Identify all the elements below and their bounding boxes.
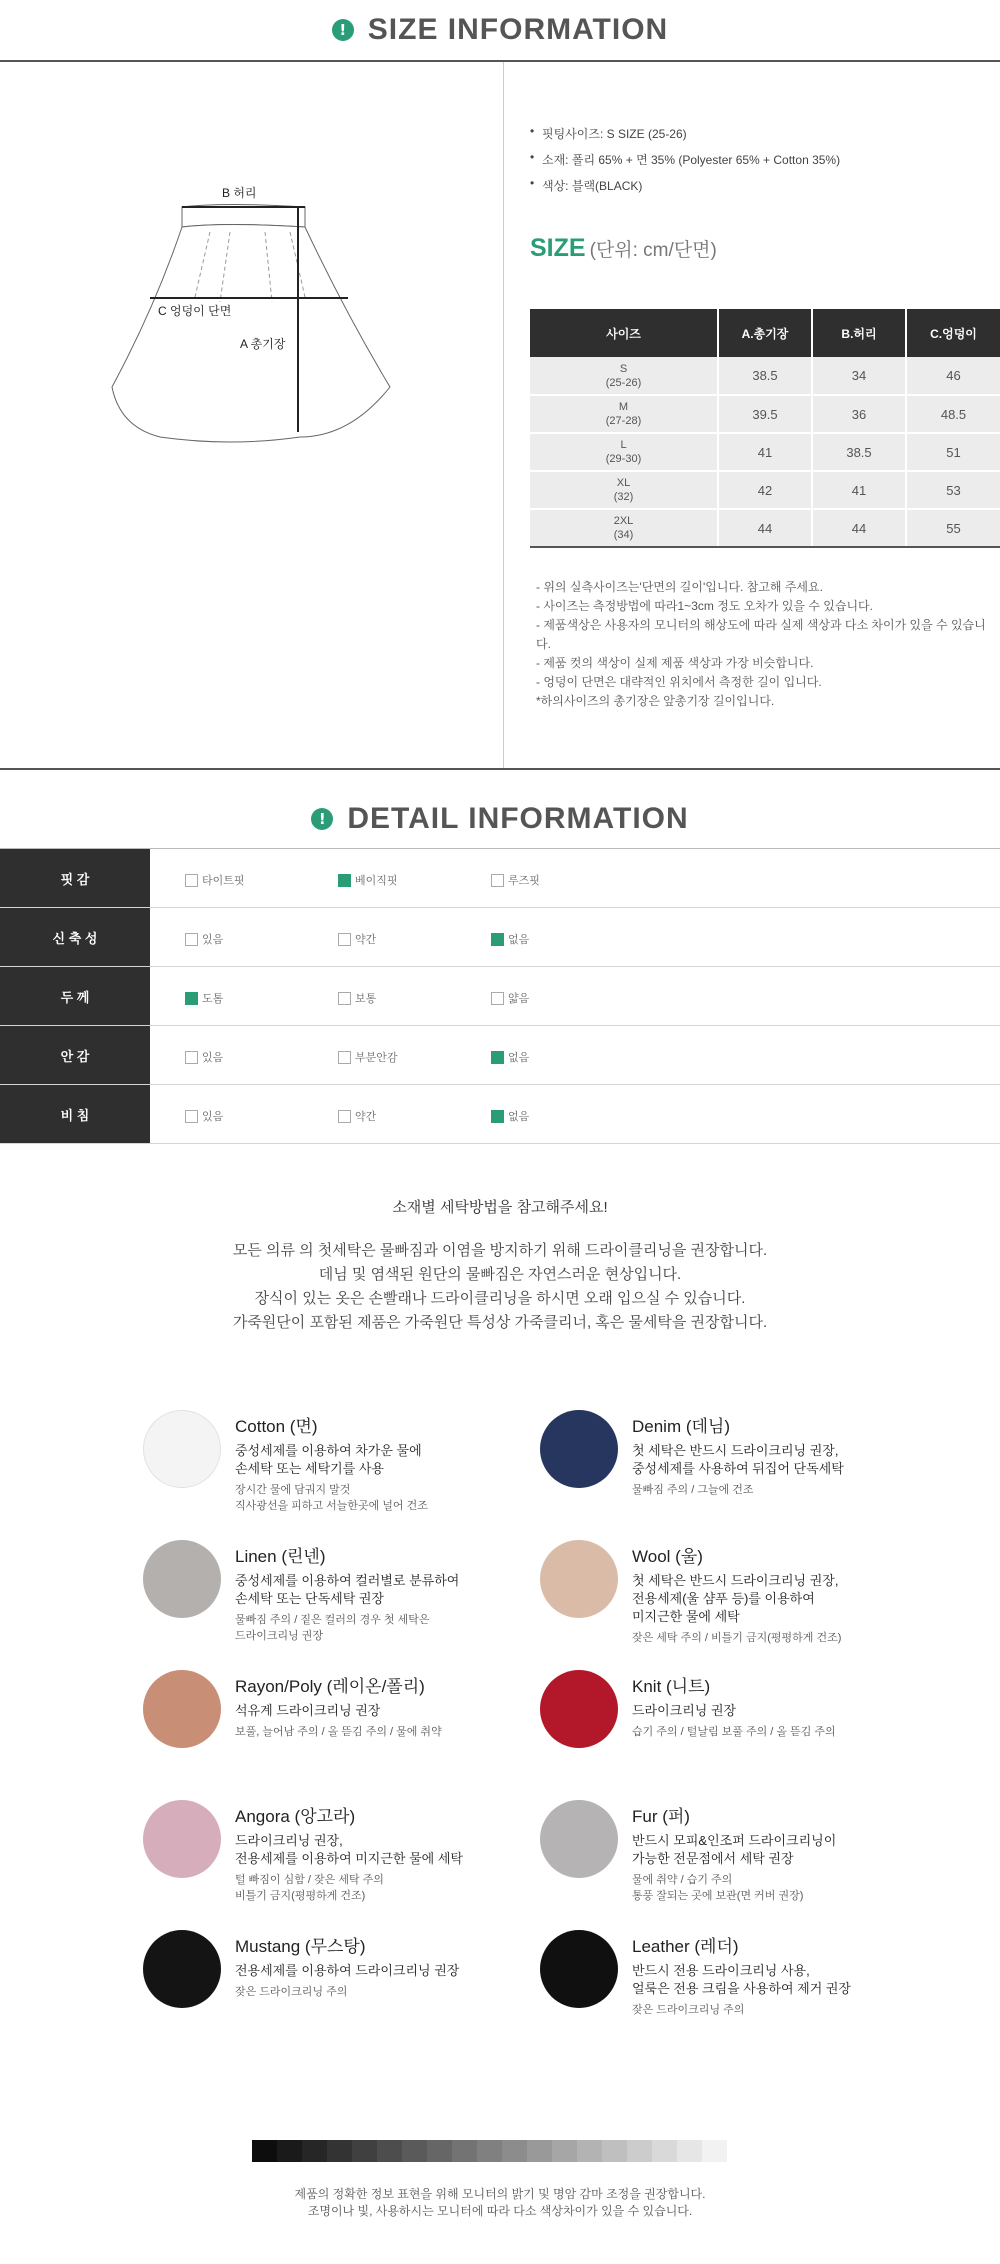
care-item <box>540 1410 844 1498</box>
detail-row-label: 신 축 성 <box>0 908 150 966</box>
wash-heading: 소재별 세탁방법을 참고해주세요! <box>392 1199 608 1216</box>
size-label: XL <box>616 477 631 489</box>
detail-option[interactable] <box>491 1049 529 1065</box>
care-item <box>540 1670 836 1748</box>
care-main-line: 얼룩은 전용 크림을 사용하여 제거 권장 <box>632 1981 851 1996</box>
gray-swatch <box>677 2140 702 2162</box>
detail-option[interactable] <box>185 872 245 888</box>
gray-swatch <box>552 2140 577 2162</box>
care-main <box>235 1962 459 1980</box>
checkbox-checked[interactable] <box>185 992 198 1005</box>
wash-intro <box>0 1196 1000 1335</box>
size-info-header <box>0 0 1000 60</box>
detail-row <box>0 849 1000 908</box>
care-sub <box>632 1724 836 1740</box>
care-main <box>632 1962 851 1998</box>
care-item <box>143 1540 459 1644</box>
gray-swatch <box>352 2140 377 2162</box>
detail-option[interactable] <box>338 1049 398 1065</box>
size-info-title: SIZE INFORMATION <box>367 13 669 46</box>
exclamation-icon: ! <box>311 808 333 830</box>
header-total-length: A.총기장 <box>718 309 812 357</box>
skirt-diagram-panel <box>0 62 504 768</box>
care-item <box>540 1930 851 2018</box>
wash-line: 데님 및 염색된 원단의 물빠짐은 자연스러운 현상입니다. <box>318 1266 682 1283</box>
care-sub <box>632 2002 851 2018</box>
gray-swatch <box>327 2140 352 2162</box>
gray-swatch <box>577 2140 602 2162</box>
total-length-cell: 38.5 <box>718 357 812 395</box>
size-label: M <box>618 401 629 413</box>
size-range: (34) <box>613 529 634 541</box>
header-waist: B.허리 <box>812 309 906 357</box>
care-main-line: 전용세제(울 샴푸 등)를 이용하여 <box>632 1591 815 1606</box>
fabric-name: Fur (퍼) <box>632 1807 690 1826</box>
care-main-line: 전용세제를 이용하여 미지근한 물에 세탁 <box>235 1851 463 1866</box>
care-sub-line: 물에 취약 / 습기 주의 <box>632 1874 733 1886</box>
size-table-row <box>530 357 1000 395</box>
fabric-name: Linen (린넨) <box>235 1547 326 1566</box>
total-length-cell: 44 <box>718 509 812 547</box>
care-sub-line: 잦은 세탁 주의 / 비틀기 금지(평평하게 건조) <box>632 1632 842 1644</box>
header-size: 사이즈 <box>530 309 718 357</box>
checkbox-unchecked[interactable] <box>185 933 198 946</box>
detail-row-label: 비 침 <box>0 1085 150 1143</box>
detail-option[interactable] <box>338 990 376 1006</box>
detail-options <box>150 1085 1000 1143</box>
size-section <box>0 62 1000 768</box>
fabric-swatch <box>540 1540 618 1618</box>
care-sub-line: 장시간 물에 담궈지 말것 <box>235 1484 351 1496</box>
note-line: *하의사이즈의 총기장은 앞총기장 길이입니다. <box>536 694 775 708</box>
hip-cell: 53 <box>906 471 1000 509</box>
care-sub-line: 물빠짐 주의 / 그늘에 건조 <box>632 1484 754 1496</box>
size-range: (29-30) <box>605 453 642 465</box>
care-sub-line: 보풀, 늘어남 주의 / 올 뜯김 주의 / 물에 취약 <box>235 1726 442 1738</box>
size-cell <box>530 395 718 433</box>
detail-info-title: DETAIL INFORMATION <box>347 802 689 835</box>
fabric-name: Rayon/Poly (레이온/폴리) <box>235 1677 425 1696</box>
fabric-swatch <box>540 1410 618 1488</box>
detail-row <box>0 1085 1000 1144</box>
fabric-swatch <box>540 1930 618 2008</box>
care-main <box>235 1442 428 1478</box>
hip-cell: 48.5 <box>906 395 1000 433</box>
detail-info-header <box>0 770 1000 848</box>
care-sub-line: 비틀기 금지(평평하게 건조) <box>235 1890 366 1902</box>
checkbox-unchecked[interactable] <box>338 933 351 946</box>
detail-option[interactable] <box>338 1108 376 1124</box>
care-main <box>235 1702 442 1720</box>
care-item <box>540 1540 841 1646</box>
size-table <box>530 309 1000 548</box>
fabric-name: Cotton (면) <box>235 1417 318 1436</box>
detail-option[interactable] <box>185 931 223 947</box>
fabric-name: Mustang (무스탕) <box>235 1937 366 1956</box>
detail-row-label: 두 께 <box>0 967 150 1025</box>
gray-swatch <box>302 2140 327 2162</box>
care-main-line: 드라이크리닝 권장, <box>235 1833 343 1848</box>
detail-options <box>150 849 1000 907</box>
care-main <box>632 1442 844 1478</box>
detail-options <box>150 1026 1000 1084</box>
detail-row <box>0 1026 1000 1085</box>
waist-cell: 41 <box>812 471 906 509</box>
detail-options <box>150 967 1000 1025</box>
option-label: 베이직핏 <box>355 875 398 887</box>
total-length-cell: 41 <box>718 433 812 471</box>
option-label: 있음 <box>202 934 224 946</box>
care-sub-line: 습기 주의 / 털날림 보풀 주의 / 올 뜯김 주의 <box>632 1726 836 1738</box>
care-main-line: 중성세제를 이용하여 컬러별로 분류하여 <box>235 1573 460 1588</box>
size-label: S <box>619 362 628 375</box>
care-sub <box>235 1612 459 1644</box>
checkbox-unchecked[interactable] <box>338 992 351 1005</box>
gray-swatch <box>277 2140 302 2162</box>
care-sub-line: 잦은 드라이크리닝 주의 <box>632 2004 745 2016</box>
care-sub <box>632 1872 836 1904</box>
size-table-row <box>530 395 1000 433</box>
waist-cell: 36 <box>812 395 906 433</box>
fabric-name: Wool (울) <box>632 1547 703 1566</box>
detail-option[interactable] <box>185 1049 223 1065</box>
hip-cell: 51 <box>906 433 1000 471</box>
checkbox-unchecked[interactable] <box>491 992 504 1005</box>
gray-swatch <box>502 2140 527 2162</box>
checkbox-checked[interactable] <box>491 933 504 946</box>
size-table-row <box>530 471 1000 509</box>
care-main-line: 첫 세탁은 반드시 드라이크리닝 권장, <box>632 1443 839 1458</box>
checkbox-unchecked[interactable] <box>185 874 198 887</box>
care-main-line: 석유계 드라이크리닝 권장 <box>235 1703 381 1718</box>
care-main-line: 미지근한 물에 세탁 <box>632 1609 740 1624</box>
checkbox-checked[interactable] <box>491 1051 504 1064</box>
hip-cell: 55 <box>906 509 1000 547</box>
exclamation-icon: ! <box>332 19 354 41</box>
care-main-line: 전용세제를 이용하여 드라이크리닝 권장 <box>235 1963 460 1978</box>
fabric-name: Leather (레더) <box>632 1937 739 1956</box>
wash-line: 모든 의류 의 첫세탁은 물빠짐과 이염을 방지하기 위해 드라이클리닝을 권장합니다. <box>232 1242 768 1259</box>
label-a-length: A 총기장 <box>240 337 286 351</box>
care-sub <box>632 1482 844 1498</box>
bullet-fitting-size: • 핏팅사이즈: S SIZE (25-26) <box>530 125 1000 142</box>
detail-option[interactable] <box>491 872 540 888</box>
gray-swatch <box>452 2140 477 2162</box>
care-sub-line: 털 빠짐이 심함 / 잦은 세탁 주의 <box>235 1874 384 1886</box>
detail-option[interactable] <box>185 990 223 1006</box>
size-label: 2XL <box>613 515 634 527</box>
detail-option[interactable] <box>185 1108 223 1124</box>
bullet-material: • 소재: 폴리 65% + 면 35% (Polyester 65% + Cotton 35%) <box>530 151 1000 168</box>
detail-option[interactable] <box>338 872 398 888</box>
size-range: (27-28) <box>605 415 642 427</box>
wash-paragraph <box>0 1239 1000 1335</box>
detail-option[interactable] <box>491 931 529 947</box>
fabric-swatch <box>143 1800 221 1878</box>
detail-row-label: 안 감 <box>0 1026 150 1084</box>
detail-option[interactable] <box>491 990 529 1006</box>
detail-option[interactable] <box>338 931 376 947</box>
size-unit-text: (단위: cm/단면) <box>589 240 717 261</box>
wash-line: 장식이 있는 옷은 손빨래나 드라이클리닝을 하시면 오래 입으실 수 있습니다. <box>254 1290 746 1307</box>
size-table-title <box>530 234 1000 263</box>
skirt-diagram <box>0 62 504 768</box>
size-cell <box>530 471 718 509</box>
gray-swatch <box>477 2140 502 2162</box>
care-main-line: 첫 세탁은 반드시 드라이크리닝 권장, <box>632 1573 839 1588</box>
care-main <box>235 1832 463 1868</box>
detail-options <box>150 908 1000 966</box>
detail-row <box>0 967 1000 1026</box>
gray-swatch <box>627 2140 652 2162</box>
checkbox-unchecked[interactable] <box>338 1051 351 1064</box>
waist-cell: 34 <box>812 357 906 395</box>
detail-row <box>0 908 1000 967</box>
note-line: - 위의 실측사이즈는'단면의 길이'입니다. 참고해 주세요. <box>536 580 823 594</box>
checkbox-checked[interactable] <box>491 1110 504 1123</box>
size-cell <box>530 357 718 395</box>
fabric-name: Angora (앙고라) <box>235 1807 356 1826</box>
option-label: 루즈핏 <box>508 875 540 887</box>
care-main-line: 반드시 전용 드라이크리닝 사용, <box>632 1963 810 1978</box>
detail-table <box>0 848 1000 1144</box>
care-main <box>632 1572 841 1626</box>
option-label: 있음 <box>202 1052 224 1064</box>
option-label: 보통 <box>355 993 377 1005</box>
footer-line: 제품의 정확한 정보 표현을 위해 모니터의 밝기 및 명암 감마 조정을 권장합니다. <box>294 2187 706 2201</box>
care-main-line: 중성세제를 이용하여 차가운 물에 <box>235 1443 422 1458</box>
care-main <box>235 1572 459 1608</box>
size-table-row <box>530 509 1000 547</box>
fabric-name: Knit (니트) <box>632 1677 711 1696</box>
care-main-line: 중성세제를 사용하여 뒤집어 단독세탁 <box>632 1461 844 1476</box>
care-main-line: 드라이크리닝 권장 <box>632 1703 737 1718</box>
care-main-line: 반드시 모피&인조퍼 드라이크리닝이 <box>632 1833 837 1848</box>
wash-line: 가죽원단이 포함된 제품은 가죽원단 특성상 가죽클리너, 혹은 물세탁을 권장합니다. <box>232 1314 768 1331</box>
note-line: - 제품 컷의 색상이 실제 제품 색상과 가장 비슷합니다. <box>536 656 814 670</box>
note-line: - 엉덩이 단면은 대략적인 위치에서 측정한 길이 입니다. <box>536 675 822 689</box>
care-main-line: 손세탁 또는 단독세탁 권장 <box>235 1591 384 1606</box>
label-b-waist: B 허리 <box>222 186 257 200</box>
size-table-row <box>530 433 1000 471</box>
care-sub-line: 통풍 잘되는 곳에 보관(면 커버 권장) <box>632 1890 804 1902</box>
size-cell <box>530 433 718 471</box>
care-sub <box>632 1630 841 1646</box>
note-line: - 사이즈는 측정방법에 따라1~3cm 정도 오차가 있을 수 있습니다. <box>536 599 873 613</box>
size-cell <box>530 509 718 547</box>
checkbox-unchecked[interactable] <box>491 874 504 887</box>
option-label: 없음 <box>508 1111 530 1123</box>
care-sub-line: 잦은 드라이크리닝 주의 <box>235 1986 348 1998</box>
gray-swatch <box>402 2140 427 2162</box>
footer-line: 조명이나 빛, 사용하시는 모니터에 따라 다소 색상차이가 있을 수 있습니다. <box>307 2204 693 2218</box>
care-main <box>632 1832 836 1868</box>
care-item <box>143 1670 442 1748</box>
gray-swatch <box>427 2140 452 2162</box>
fabric-swatch <box>143 1540 221 1618</box>
care-sub <box>235 1482 428 1514</box>
fabric-swatch <box>540 1800 618 1878</box>
care-sub <box>235 1724 442 1740</box>
spec-bullets <box>530 125 1000 194</box>
size-table-header-row <box>530 309 1000 357</box>
care-main-line: 손세탁 또는 세탁기를 사용 <box>235 1461 384 1476</box>
option-label: 있음 <box>202 1111 224 1123</box>
total-length-cell: 42 <box>718 471 812 509</box>
care-sub-line: 직사광선을 피하고 서늘한곳에 널어 건조 <box>235 1500 428 1512</box>
option-label: 얇음 <box>508 993 530 1005</box>
fabric-swatch <box>143 1930 221 2008</box>
header-hip: C.엉덩이 <box>906 309 1000 357</box>
gray-swatch <box>252 2140 277 2162</box>
footer-note <box>0 2186 1000 2220</box>
total-length-cell: 39.5 <box>718 395 812 433</box>
checkbox-unchecked[interactable] <box>338 1110 351 1123</box>
grayscale-calibration-bar <box>252 2140 727 2162</box>
fabric-swatch <box>143 1670 221 1748</box>
option-label: 도톰 <box>202 993 224 1005</box>
care-sub <box>235 1984 459 2000</box>
hip-cell: 46 <box>906 357 1000 395</box>
bullet-color: • 색상: 블랙(BLACK) <box>530 177 1000 194</box>
fabric-name: Denim (데님) <box>632 1417 731 1436</box>
care-item <box>143 1800 463 1904</box>
size-label: L <box>620 439 627 451</box>
care-main-line: 가능한 전문점에서 세탁 권장 <box>632 1851 794 1866</box>
label-c-hip: C 엉덩이 단면 <box>158 304 232 318</box>
care-sub-line: 물빠짐 주의 / 짙은 컬러의 경우 첫 세탁은 <box>235 1614 430 1626</box>
gray-swatch <box>602 2140 627 2162</box>
size-title-text: SIZE <box>530 234 586 262</box>
fabric-swatch <box>540 1670 618 1748</box>
waist-cell: 44 <box>812 509 906 547</box>
note-line: - 제품색상은 사용자의 모니터의 해상도에 따라 실제 색상과 다소 차이가 있을 수 있습니다. <box>536 618 986 651</box>
checkbox-unchecked[interactable] <box>185 1051 198 1064</box>
size-range: (32) <box>613 491 634 503</box>
option-label: 약간 <box>355 1111 377 1123</box>
option-label: 없음 <box>508 1052 530 1064</box>
size-notes <box>530 578 995 711</box>
size-range: (25-26) <box>605 376 642 389</box>
care-sub <box>235 1872 463 1904</box>
option-label: 타이트핏 <box>202 875 245 887</box>
fabric-swatch <box>143 1410 221 1488</box>
option-label: 약간 <box>355 934 377 946</box>
checkbox-unchecked[interactable] <box>185 1110 198 1123</box>
care-sub-line: 드라이크리닝 권장 <box>235 1630 324 1642</box>
care-item <box>540 1800 836 1904</box>
care-main <box>632 1702 836 1720</box>
gray-swatch <box>527 2140 552 2162</box>
checkbox-checked[interactable] <box>338 874 351 887</box>
detail-row-label: 핏 감 <box>0 849 150 907</box>
option-label: 부분안감 <box>355 1052 398 1064</box>
care-item <box>143 1930 459 2008</box>
gray-swatch <box>702 2140 727 2162</box>
gray-swatch <box>652 2140 677 2162</box>
size-spec-panel <box>504 62 1000 768</box>
care-item <box>143 1410 428 1514</box>
gray-swatch <box>377 2140 402 2162</box>
detail-option[interactable] <box>491 1108 529 1124</box>
option-label: 없음 <box>508 934 530 946</box>
waist-cell: 38.5 <box>812 433 906 471</box>
